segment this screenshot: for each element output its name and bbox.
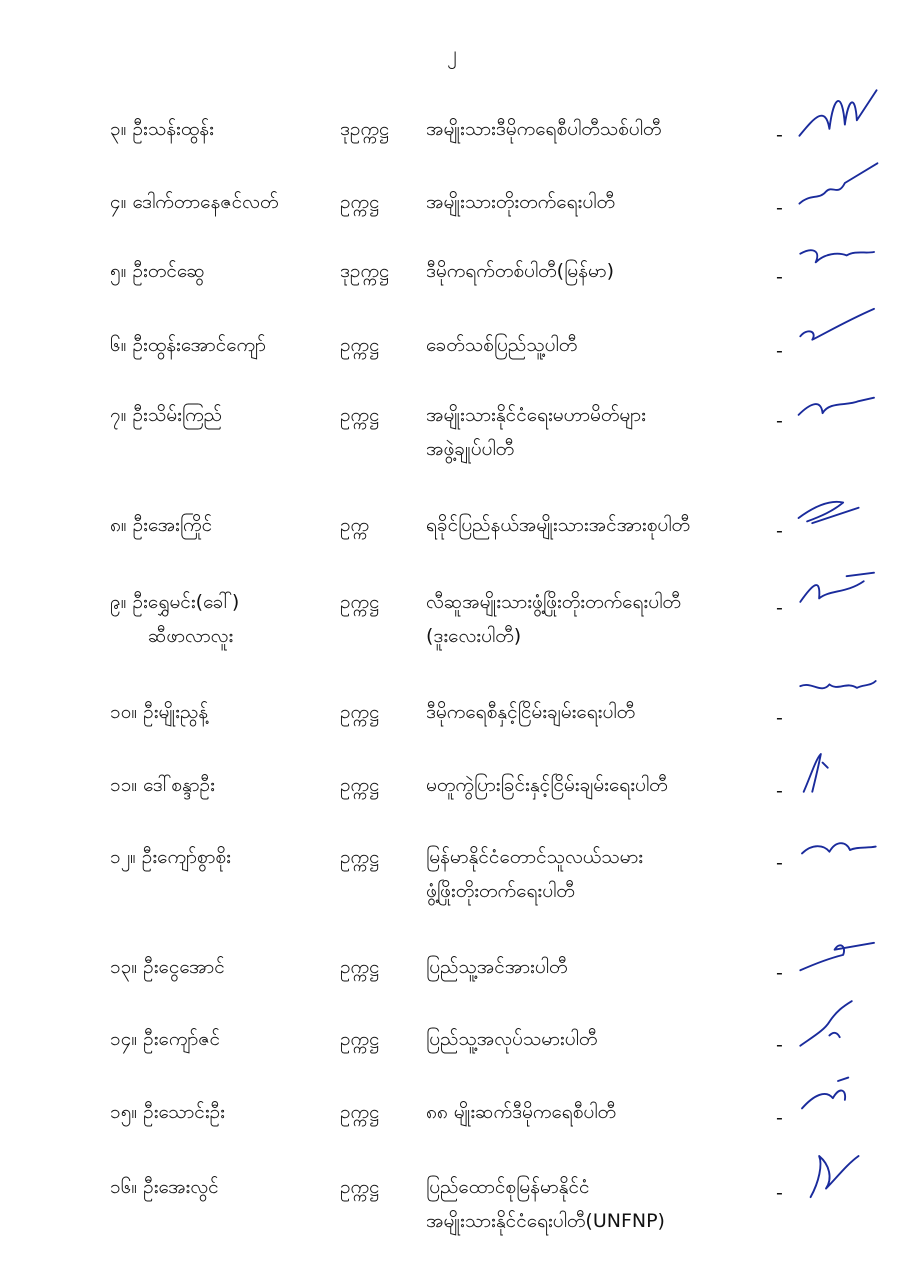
party-name-line: မြန်မာနိုင်ငံတောင်သူလယ်သမား xyxy=(426,846,644,868)
handwritten-signature xyxy=(788,482,888,542)
signatory-title: ဥက္ကဋ္ဌ xyxy=(340,1028,380,1050)
signatory-title: ဥက္ကဋ္ဌ xyxy=(340,774,380,796)
signatory-name-line: ၆။ ဦးထွန်းအောင်ကျော် xyxy=(110,334,266,356)
signature-stroke xyxy=(802,1078,848,1109)
signature-dash: - xyxy=(776,1034,783,1056)
signatory-name-line: ၁၄။ ဦးကျော်ဇင် xyxy=(110,1028,221,1050)
signatory-name-line: ၁၁။ ဒေါ်စန္ဒာဦး xyxy=(110,774,215,796)
handwritten-signature xyxy=(788,302,888,362)
signatory-row xyxy=(0,185,904,245)
signatory-row xyxy=(0,585,904,645)
signatory-title: ဥက္ကဋ္ဌ xyxy=(340,956,380,978)
handwritten-signature xyxy=(788,996,888,1056)
signatory-name-line: ၃။ ဦးသန်းထွန်း xyxy=(110,118,214,140)
party-name xyxy=(426,950,776,984)
signatory-title: ဥက္ကဋ္ဌ xyxy=(340,1176,380,1198)
signatory-name xyxy=(110,1170,335,1204)
signatory-name-line: ၉။ ဦးရွှေမင်း(ခေါ်) xyxy=(110,591,240,613)
party-name-line: ရခိုင်ပြည်နယ်အမျိုးသားအင်အားစုပါတီ xyxy=(426,514,691,536)
party-name xyxy=(426,328,776,362)
party-name xyxy=(426,1170,776,1238)
signatory-name xyxy=(110,328,335,362)
party-name xyxy=(426,1022,776,1056)
party-name xyxy=(426,695,776,729)
signature-stroke xyxy=(800,1001,851,1046)
signature-dash: - xyxy=(776,597,783,619)
party-name-line: အမျိုးသားတိုးတက်ရေးပါတီ xyxy=(426,191,615,213)
signatory-name-line: ၁၅။ ဦးသောင်းဦး xyxy=(110,1101,226,1123)
party-name-line: ပြည်သူ့အလုပ်သမားပါတီ xyxy=(426,1028,598,1050)
signatory-name xyxy=(110,768,335,802)
signatory-title: ဒုဥက္ကဋ္ဌ xyxy=(340,260,390,282)
signatory-name-line: ၅။ ဦးတင်ဆွေ xyxy=(110,260,205,282)
signature-dash: - xyxy=(776,780,783,802)
party-name-line: ခေတ်သစ်ပြည်သူ့ပါတီ xyxy=(426,334,578,356)
signature-stroke xyxy=(800,943,874,970)
party-name-line: အမျိုးသားဒီမိုကရေစီပါတီသစ်ပါတီ xyxy=(426,118,662,140)
party-name-line: လီဆူအမျိုးသားဖွံ့ဖြိုးတိုးတက်ရေးပါတီ xyxy=(426,591,681,613)
signature-stroke xyxy=(802,843,876,853)
signatory-title: ဥက္ကဋ္ဌ xyxy=(340,701,380,723)
signature-dash: - xyxy=(776,340,783,362)
signature-dash: - xyxy=(776,197,783,219)
signatory-name xyxy=(110,112,335,146)
handwritten-signature xyxy=(788,372,888,432)
signatory-row xyxy=(0,950,904,1010)
party-name-line: ဖွံ့ဖြိုးတိုးတက်ရေးပါတီ xyxy=(426,880,575,902)
signatory-name xyxy=(110,1022,335,1056)
party-name-line: အဖွဲ့ချုပ်ပါတီ xyxy=(426,438,515,460)
party-name xyxy=(426,112,776,146)
signatory-name-line: ၈။ ဦးအေးကြိုင် xyxy=(110,514,213,536)
signatory-name xyxy=(110,585,335,653)
signatory-name xyxy=(110,950,335,984)
signatory-title: ဥက္ကဋ္ဌ xyxy=(340,191,380,213)
signatory-name xyxy=(110,695,335,729)
signature-dash: - xyxy=(776,852,783,874)
party-name xyxy=(426,254,776,288)
party-name xyxy=(426,840,776,908)
signatory-row xyxy=(0,398,904,458)
signatory-title: ဥက္ကဋ္ဌ xyxy=(340,846,380,868)
signatory-row xyxy=(0,840,904,900)
signature-stroke xyxy=(799,398,874,415)
signature-dash: - xyxy=(776,410,783,432)
signatory-row xyxy=(0,1022,904,1082)
signatory-name-line: ဆီဖာလာလူး xyxy=(148,625,234,647)
signatory-row xyxy=(0,112,904,172)
party-name xyxy=(426,185,776,219)
party-name xyxy=(426,508,776,542)
signature-stroke xyxy=(804,754,828,792)
handwritten-signature xyxy=(788,159,888,219)
signatory-name xyxy=(110,840,335,874)
signature-stroke xyxy=(799,163,877,203)
signatory-name-line: ၁၃။ ဦးငွေအောင် xyxy=(110,956,225,978)
party-name-line: ဒီမိုကရက်တစ်ပါတီ(မြန်မာ) xyxy=(426,260,615,282)
signatory-name-line: ၁၂။ ဦးကျော်စွာစိုး xyxy=(110,846,231,868)
party-name xyxy=(426,768,776,802)
signatory-row xyxy=(0,328,904,388)
party-name-line: ဒီမိုကရေစီနှင့်ငြိမ်းချမ်းရေးပါတီ xyxy=(426,701,636,723)
signature-stroke xyxy=(800,309,874,340)
signature-dash: - xyxy=(776,1182,783,1204)
handwritten-signature xyxy=(788,924,888,984)
signature-stroke xyxy=(800,681,875,688)
signatory-row xyxy=(0,695,904,755)
signature-stroke xyxy=(799,90,876,135)
signatory-title: ဒုဥက္ကဋ္ဌ xyxy=(340,118,390,140)
signatory-name-line: ၇။ ဦးသိမ်းကြည် xyxy=(110,404,223,426)
signatory-name-line: ၁၀။ ဦးမျိုးညွန့် xyxy=(110,701,209,723)
signature-dash: - xyxy=(776,1107,783,1129)
party-name xyxy=(426,585,776,653)
party-name-line: အမျိုးသားနိုင်ငံရေးပါတီ(UNFNP) xyxy=(426,1210,665,1232)
signature-dash: - xyxy=(776,707,783,729)
signature-dash: - xyxy=(776,124,783,146)
signatory-title: ဥက္ကဋ္ဌ xyxy=(340,404,380,426)
signatory-name xyxy=(110,185,335,219)
signatory-name xyxy=(110,1095,335,1129)
signature-stroke xyxy=(799,502,859,523)
signatory-row xyxy=(0,768,904,828)
handwritten-signature xyxy=(788,669,888,729)
party-name-line: ပြည်သူ့အင်အားပါတီ xyxy=(426,956,568,978)
signatory-row xyxy=(0,508,904,568)
signatory-name xyxy=(110,254,335,288)
party-name xyxy=(426,1095,776,1129)
signature-stroke xyxy=(800,573,874,602)
page-number: ၂ xyxy=(447,41,457,65)
handwritten-signature xyxy=(788,86,888,146)
signature-stroke xyxy=(800,250,874,262)
signature-stroke xyxy=(811,1156,859,1197)
signatory-row xyxy=(0,1170,904,1230)
signatory-name xyxy=(110,398,335,432)
signatory-title: ဥက္ကဋ္ဌ xyxy=(340,1101,380,1123)
signatory-name xyxy=(110,508,335,542)
party-name-line: မတူကွဲပြားခြင်းနှင့်ငြိမ်းချမ်းရေးပါတီ xyxy=(426,774,668,796)
signatory-name-line: ၁၆။ ဦးအေးလွင် xyxy=(110,1176,219,1198)
signatory-row xyxy=(0,254,904,314)
signature-dash: - xyxy=(776,520,783,542)
party-name-line: (ဒူးလေးပါတီ) xyxy=(426,625,522,647)
handwritten-signature xyxy=(788,559,888,619)
party-name-line: အမျိုးသားနိုင်ငံရေးမဟာမိတ်များ xyxy=(426,404,646,426)
handwritten-signature xyxy=(788,228,888,288)
handwritten-signature xyxy=(788,814,888,874)
signatory-title: ဥက္ကဋ္ဌ xyxy=(340,591,380,613)
signature-dash: - xyxy=(776,266,783,288)
signatory-name-line: ၄။ ဒေါက်တာနေဇင်လတ် xyxy=(110,191,279,213)
party-name xyxy=(426,398,776,466)
party-name-line: ၈၈ မျိုးဆက်ဒီမိုကရေစီပါတီ xyxy=(426,1101,617,1123)
signature-dash: - xyxy=(776,962,783,984)
handwritten-signature xyxy=(788,1069,888,1129)
signatory-title: ဥက္ကဋ္ဌ xyxy=(340,334,380,356)
handwritten-signature xyxy=(788,1144,888,1204)
party-name-line: ပြည်ထောင်စုမြန်မာနိုင်ငံ xyxy=(426,1176,590,1198)
signatory-row xyxy=(0,1095,904,1155)
handwritten-signature xyxy=(788,742,888,802)
signatory-title: ဥက္က xyxy=(340,514,370,536)
